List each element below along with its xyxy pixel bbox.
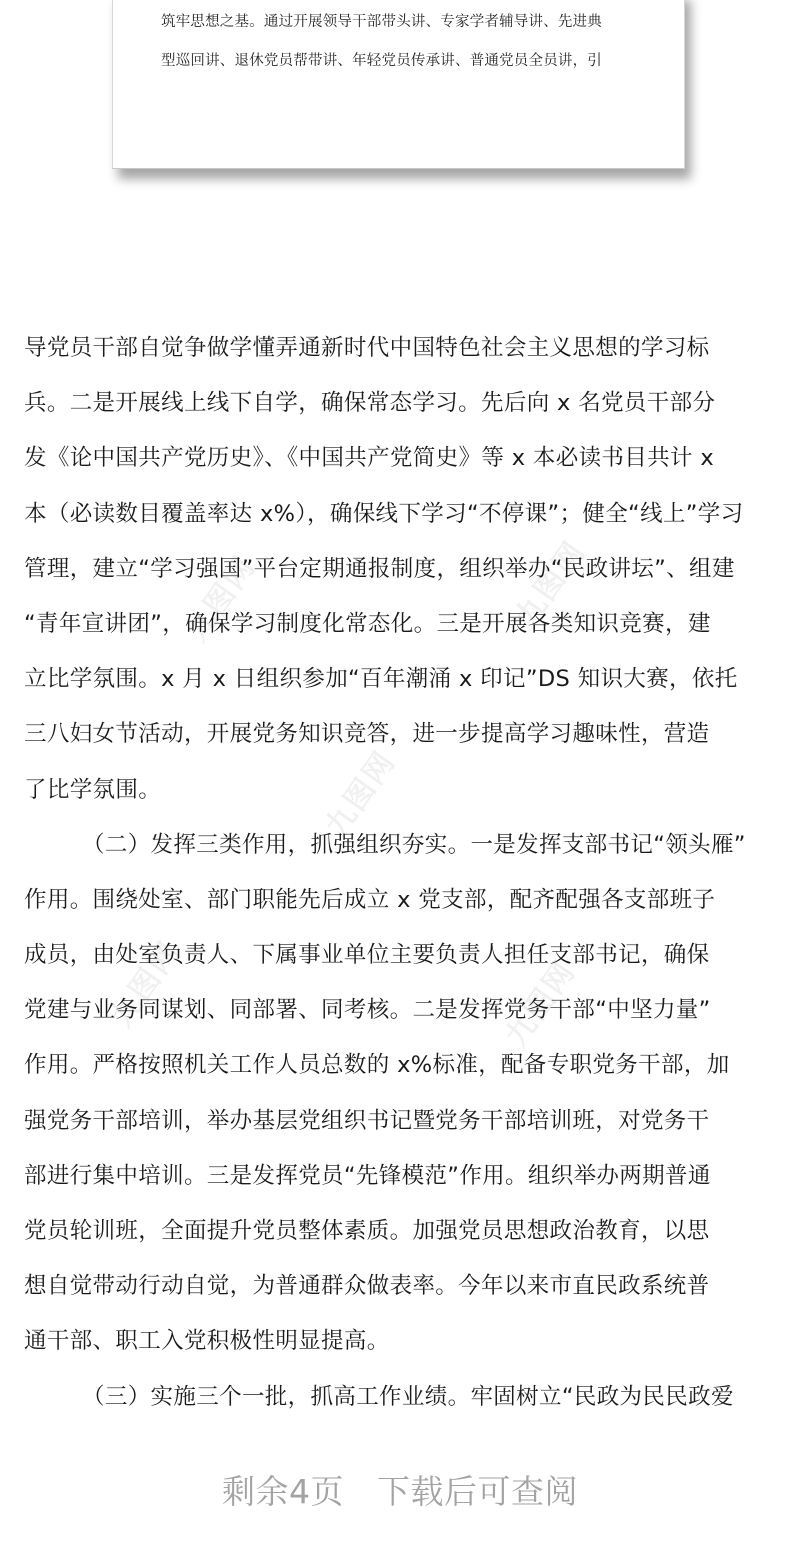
document-line: 三八妇女节活动，开展党务知识竞答，进一步提高学习趣味性，营造 [24, 721, 710, 748]
document-line: 部进行集中培训。三是发挥党员“先锋模范”作用。组织举办两期普通 [24, 1162, 711, 1189]
document-line: 成员，由处室负责人、下属事业单位主要负责人担任支部书记，确保 [24, 942, 710, 969]
document-line: 党建与业务同谋划、同部署、同考核。二是发挥党务干部“中坚力量” [24, 997, 711, 1024]
remaining-pages-notice[interactable]: 剩余4页 下载后可查阅 [222, 1472, 578, 1511]
document-line: 想自觉带动行动自觉，为普通群众做表率。今年以来市直民政系统普 [24, 1273, 710, 1300]
document-line: 导党员干部自觉争做学懂弄通新时代中国特色社会主义思想的学习标 [24, 335, 710, 361]
watermark: 九图网 [319, 744, 403, 844]
page-preview-card [112, 0, 685, 169]
document-body [24, 330, 784, 1434]
document-line: 作用。严格按照机关工作人员总数的 x%标准，配备专职党务干部，加 [24, 1052, 730, 1079]
section-heading-line: （二）发挥三类作用，抓强组织夯实。一是发挥支部书记“领头雁” [82, 831, 746, 858]
document-line: 了比学氛围。 [24, 776, 162, 803]
watermark: 九图网 [499, 954, 583, 1054]
document-line: 兵。二是开展线上线下自学，确保常态学习。先后向 x 名党员干部分 [24, 390, 716, 417]
document-line: “青年宣讲团”，确保学习制度化常态化。三是开展各类知识竞赛，建 [24, 610, 711, 637]
document-line: 通干部、职工入党积极性明显提高。 [24, 1328, 390, 1355]
document-line: 作用。围绕处室、部门职能先后成立 x 党支部，配齐配强各支部班子 [24, 886, 716, 913]
document-line: 立比学氛围。x 月 x 日组织参加“百年潮涌 x 印记”DS 知识大赛，依托 [24, 666, 738, 693]
watermark: 九图网 [179, 549, 263, 649]
preview-line-1: 筑牢思想之基。通过开展领导干部带头讲、专家学者辅导讲、先进典 [161, 14, 602, 30]
document-line: 党员轮训班，全面提升党员整体素质。加强党员思想政治教育，以思 [24, 1218, 710, 1244]
document-line: 管理，建立“学习强国”平台定期通报制度，组织举办“民政讲坛”、组建 [24, 555, 735, 582]
preview-line-2: 型巡回讲、退休党员帮带讲、年轻党员传承讲、普通党员全员讲，引 [161, 53, 602, 69]
watermark: 九图网 [104, 934, 188, 1034]
document-line: 强党务干部培训，举办基层党组织书记暨党务干部培训班，对党务干 [24, 1107, 710, 1134]
document-line: 发《论中国共产党历史》、《中国共产党简史》等 x 本必读书目共计 x [24, 445, 714, 472]
section-heading-line: （三）实施三个一批，抓高工作业绩。牢固树立“民政为民民政爱 [82, 1383, 734, 1410]
document-line: 本（必读数目覆盖率达 x%），确保线下学习“不停课”；健全“线上”学习 [24, 500, 744, 527]
watermark: 九图网 [509, 534, 593, 634]
